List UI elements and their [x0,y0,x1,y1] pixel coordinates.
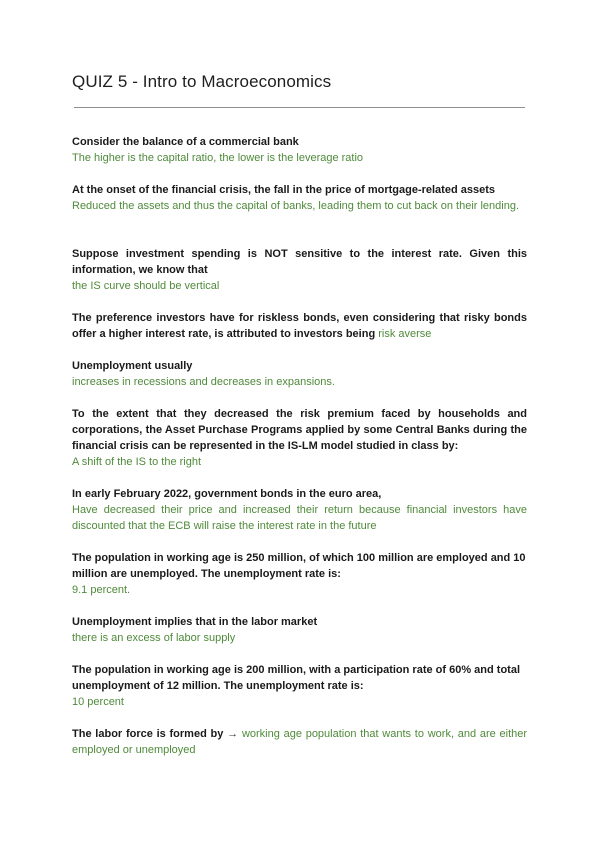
qa-item [72,614,527,646]
title-divider [74,107,525,108]
answer-text: 10 percent [72,696,124,708]
answer-text: 9.1 percent. [72,584,131,596]
question-text: Unemployment usually [72,360,193,372]
qa-item [72,358,527,390]
arrow-right-icon: → [227,728,239,740]
qa-item [72,406,527,470]
qa-item [72,726,527,758]
question-text: The population in working age is 250 million, of which 100 million are employed and 10 million are unemployed. The unemployment rate is: [72,552,526,580]
answer-text: risk averse [378,328,432,340]
question-text: The labor force is formed by [72,728,224,740]
answer-text: The higher is the capital ratio, the lower is the leverage ratio [72,152,364,164]
question-text: The population in working age is 200 million, with a participation rate of 60% and total unemployment of 12 million. The unemployment rate is: [72,664,521,692]
answer-text: Have decreased their price and increased their return because financial investors have discounted that the ECB will raise the interest rate in the future [72,504,527,532]
answer-text: there is an excess of labor supply [72,632,236,644]
question-text: To the extent that they decreased the risk premium faced by households and corporations, the Asset Purchase Programs applied by some Central Banks during the financial crisis can be represented in the IS-LM model studied in class by: [72,408,527,452]
answer-text: A shift of the IS to the right [72,456,202,468]
qa-item [72,246,527,294]
question-text: In early February 2022, government bonds in the euro area, [72,488,382,500]
answer-text: the IS curve should be vertical [72,280,220,292]
question-text: Consider the balance of a commercial bank [72,136,299,148]
question-text: The preference investors have for riskless bonds, even considering that risky bonds offer a higher interest rate, is attributed to investors being [72,312,527,340]
question-text: Suppose investment spending is NOT sensitive to the interest rate. Given this information, we know that [72,248,527,276]
qa-item [72,310,527,342]
qa-item [72,662,527,710]
qa-item [72,134,527,166]
answer-text: increases in recessions and decreases in expansions. [72,376,335,388]
qa-item [72,486,527,534]
answer-text: Reduced the assets and thus the capital of banks, leading them to cut back on their lending. [72,200,520,212]
answer-text: working age population that wants to work, and are either employed or unemployed [72,728,528,756]
page-title: QUIZ 5 - Intro to Macroeconomics [72,72,332,91]
qa-item [72,550,527,598]
qa-item [72,182,527,214]
question-text: At the onset of the financial crisis, the fall in the price of mortgage-related assets [72,184,495,196]
question-text: Unemployment implies that in the labor market [72,616,318,628]
